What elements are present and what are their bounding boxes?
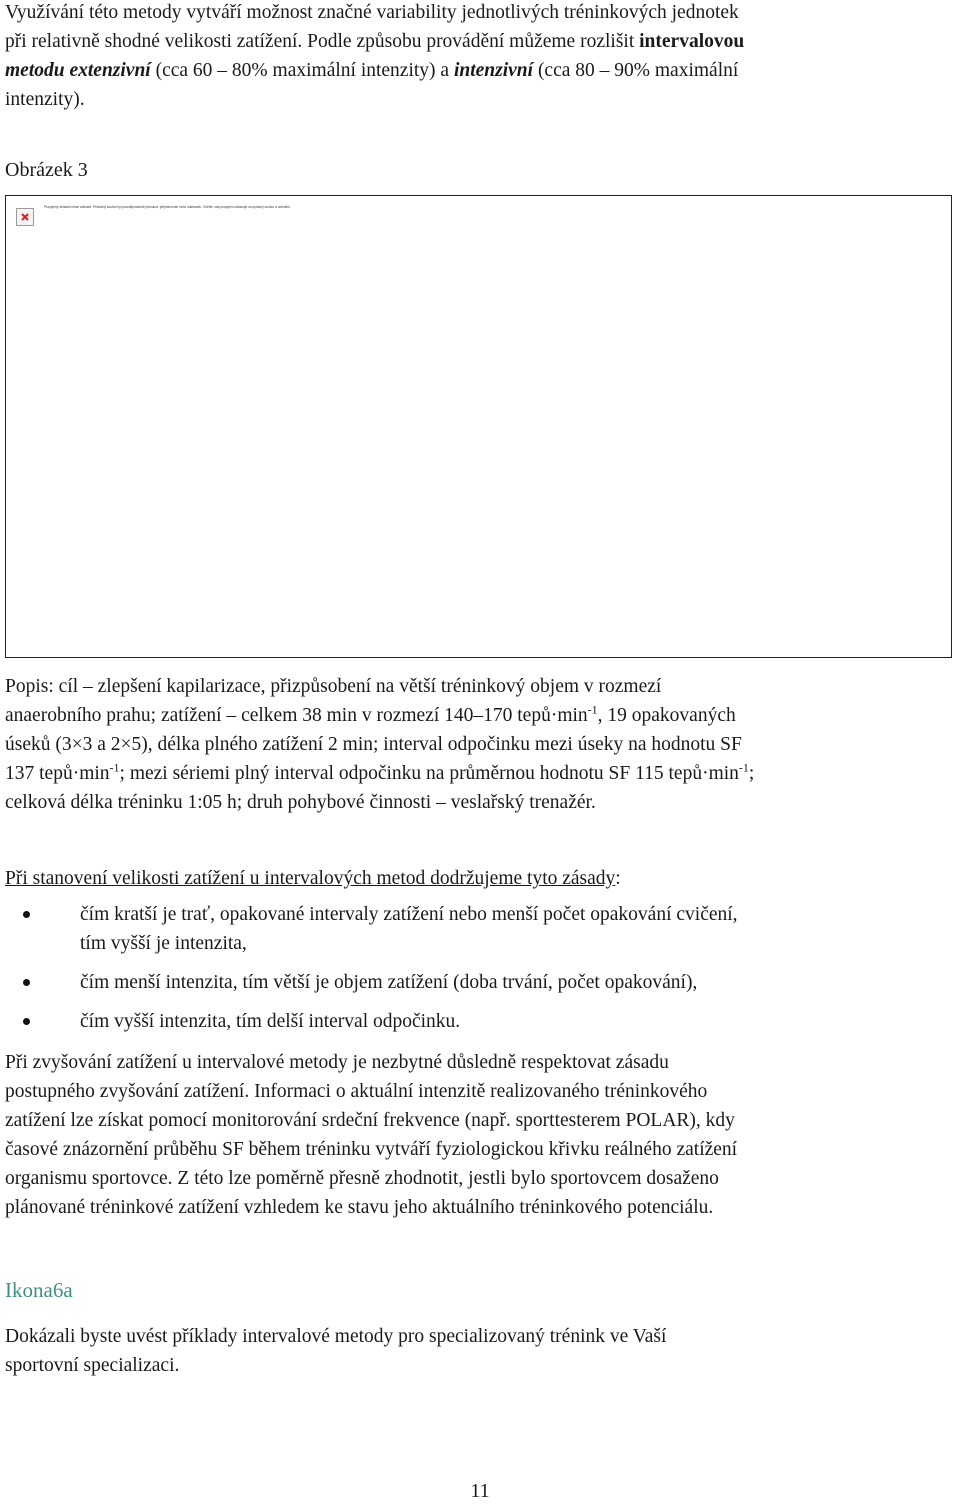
load-paragraph [5,1048,955,1222]
list-item-line: čím menší intenzita, tím větší je objem zatížení (doba trvání, počet opakování), [80,972,698,993]
description-line: Popis: cíl – zlepšení kapilarizace, přizpůsobení na větší tréninkový objem v rozmezí [5,676,662,697]
page-number: 11 [470,1480,490,1502]
image-alt-text: Propojený obrázek nelze zobrazit. Příslušný soubor byl pravděpodobně přesunut, přejmenován nebo odstraněn. Ověřte, zda propojení odkazuje na správný soubor a umístění. [44,205,292,209]
question-line: Dokázali byste uvést příklady intervalové metody pro specializovaný trénink ve Vaší [5,1326,667,1347]
broken-image-icon [16,208,34,226]
intro-paragraph [5,0,955,114]
question-line: sportovní specializaci. [5,1355,180,1376]
intro-line [5,56,955,85]
intro-line: intenzity). [5,89,85,110]
figure-image-placeholder [5,195,952,658]
paragraph-line: Při zvyšování zatížení u intervalové metody je nezbytné důsledně respektovat zásadu [5,1052,669,1073]
description-line [5,701,955,730]
description-text: ; mezi sériemi plný interval odpočinku na průměrnou hodnotu SF 115 tepů·min [119,763,739,784]
intro-text: při relativně shodné velikosti zatížení. Podle způsobu provádění můžeme rozlišit [5,31,640,52]
description-text: 137 tepů·min [5,763,110,784]
bullet-icon [23,979,30,986]
list-item-line: čím kratší je trať, opakované intervaly zatížení nebo menší počet opakování cvičení, [80,904,738,925]
principles-heading-text: Při stanovení velikosti zatížení u intervalových metod dodržujeme tyto zásady [5,868,616,889]
list-item [5,1007,955,1036]
paragraph-line: časové znázornění průběhu SF během tréninku vytváří fyziologickou křivku reálného zatížení [5,1139,738,1160]
paragraph-line: plánované tréninkové zatížení vzhledem ke stavu jeho aktuálního tréninkového potenciálu. [5,1197,714,1218]
list-item-line: čím vyšší intenzita, tím delší interval odpočinku. [80,1011,461,1032]
intro-term-extensive: metodu extenzivní [5,60,151,81]
superscript: -1 [738,760,749,775]
superscript: -1 [109,760,120,775]
description-line: celková délka tréninku 1:05 h; druh pohybové činnosti – veslařský trenažér. [5,792,596,813]
figure-caption: Obrázek 3 [5,159,88,181]
bullet-icon [23,911,30,918]
principles-heading-colon: : [615,868,621,889]
paragraph-line: organismu sportovce. Z této lze poměrně přesně zhodnotit, jestli bylo sportovcem dosaženo [5,1168,719,1189]
principles-heading [5,864,955,893]
superscript: -1 [587,702,598,717]
list-item [5,900,955,958]
description-text: anaerobního prahu; zatížení – celkem 38 min v rozmezí 140–170 tepů·min [5,705,588,726]
question-paragraph [5,1322,955,1380]
intro-bold-term: intervalovou [639,31,745,52]
paragraph-line: zatížení lze získat pomocí monitorování srdeční frekvence (např. sporttesterem POLAR), kdy [5,1110,735,1131]
description-line: úseků (3×3 a 2×5), délka plného zatížení 2 min; interval odpočinku mezi úseky na hodnotu SF [5,734,742,755]
intro-text: (cca 60 – 80% maximální intenzity) a [150,60,454,81]
intro-text: (cca 80 – 90% maximální [533,60,739,81]
icon-label: Ikona6a [5,1278,73,1302]
intro-line [5,27,955,56]
bullet-icon [23,1018,30,1025]
description-text: , 19 opakovaných [597,705,736,726]
paragraph-line: postupného zvyšování zatížení. Informaci o aktuální intenzitě realizovaného tréninkového [5,1081,708,1102]
list-item [5,968,955,997]
intro-term-intensive: intenzivní [453,60,534,81]
principles-list [5,900,955,1046]
description-line [5,759,955,788]
list-item-line: tím vyšší je intenzita, [80,933,247,954]
intro-line: Využívání této metody vytváří možnost značné variability jednotlivých tréninkových jednotek [5,2,739,23]
description-text: ; [748,763,755,784]
figure-description [5,672,955,817]
